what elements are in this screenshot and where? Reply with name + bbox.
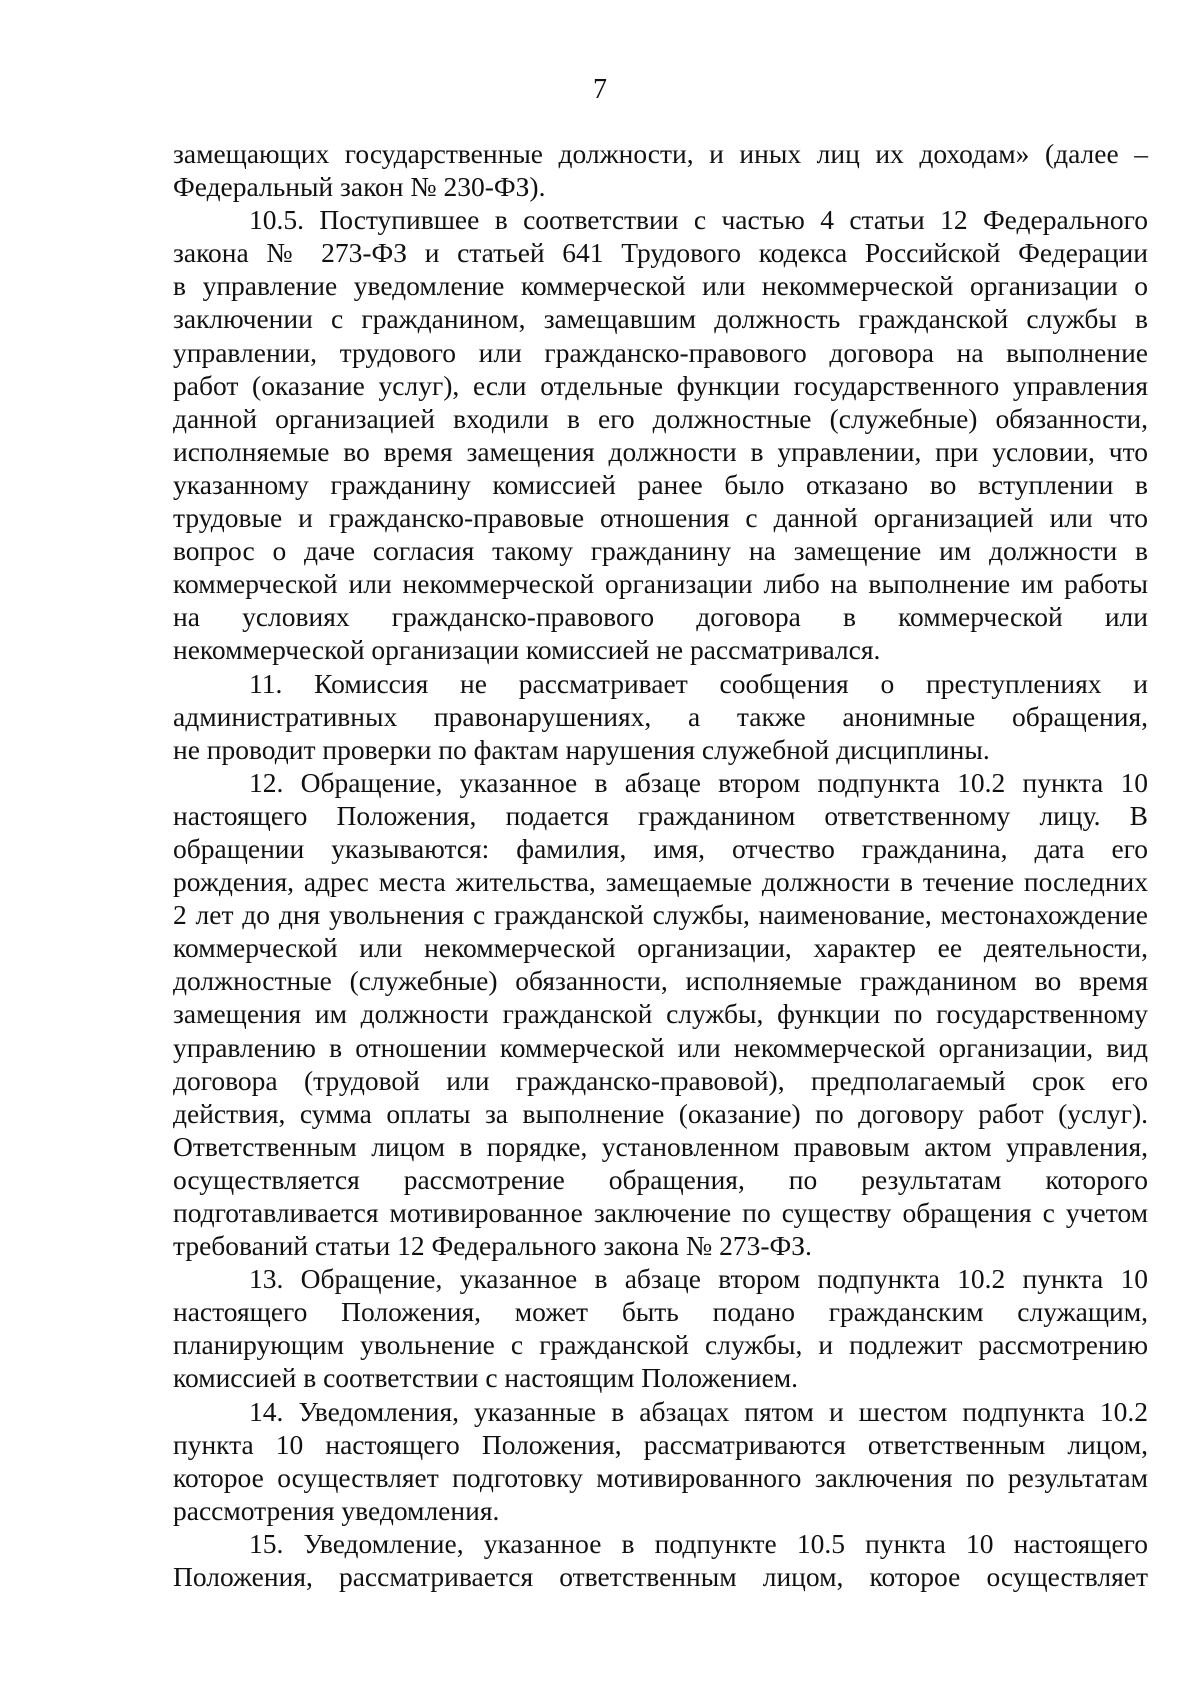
text-line: действия, сумма оплаты за выполнение (оказание) по договору работ (услуг). (173, 1097, 1148, 1129)
text-line: комиссией в соответствии с настоящим Положением. (173, 1362, 799, 1394)
text-line: исполняемые во время замещения должности в управлении, при условии, что (173, 435, 1148, 467)
page-number: 7 (593, 74, 607, 105)
paragraph (173, 137, 1148, 203)
text-line: замещения им должности гражданской службы, функции по государственному (173, 998, 1148, 1030)
document-body (173, 137, 1148, 1593)
text-line: указанному гражданину комиссией ранее было отказано во вступлении в (173, 468, 1148, 500)
text-line: административных правонарушениях, а также анонимные обращения, (173, 700, 1148, 732)
text-line: в управление уведомление коммерческой или некоммерческой организации о (173, 270, 1148, 302)
text-line: трудовые и гражданско-правовые отношения с данной организацией или что (173, 502, 1148, 534)
paragraph-13 (173, 1262, 1148, 1394)
text-line: 11. Комиссия не рассматривает сообщения о преступлениях и (249, 667, 1148, 699)
text-line: на условиях гражданско-правового договора в коммерческой или (173, 601, 1148, 633)
text-line: требований статьи 12 Федерального закона № 273-ФЗ. (173, 1230, 812, 1262)
text-line: коммерческой или некоммерческой организации, характер ее деятельности, (173, 932, 1148, 964)
text-line: рассмотрения уведомления. (173, 1494, 500, 1526)
text-line: настоящего Положения, подается гражданином ответственному лицу. В (173, 799, 1148, 831)
text-line: закона № 273-ФЗ и статьей 641 Трудового кодекса Российской Федерации (173, 237, 1148, 269)
text-line: не проводит проверки по фактам нарушения служебной дисциплины. (173, 733, 990, 765)
text-line: Федеральный закон № 230-ФЗ). (173, 171, 546, 203)
text-line: некоммерческой организации комиссией не рассматривался. (173, 634, 881, 666)
text-line: пункта 10 настоящего Положения, рассматриваются ответственным лицом, (173, 1428, 1148, 1460)
text-line: рождения, адрес места жительства, замещаемые должности в течение последних (173, 866, 1148, 898)
text-line: договора (трудовой или гражданско-правовой), предполагаемый срок его (173, 1064, 1148, 1096)
paragraph-14 (173, 1395, 1148, 1527)
text-line: управлению в отношении коммерческой или некоммерческой организации, вид (173, 1031, 1148, 1063)
text-line: 10.5. Поступившее в соответствии с частью 4 статьи 12 Федерального (249, 204, 1148, 236)
text-line: Положения, рассматривается ответственным лицом, которое осуществляет (173, 1561, 1148, 1593)
text-line: обращении указываются: фамилия, имя, отчество гражданина, дата его (173, 832, 1148, 864)
paragraph-10-5 (173, 203, 1148, 666)
text-line: работ (оказание услуг), если отдельные функции государственного управления (173, 369, 1148, 401)
text-line: которое осуществляет подготовку мотивированного заключения по результатам (173, 1461, 1148, 1493)
paragraph-11 (173, 667, 1148, 766)
paragraph-15 (173, 1527, 1148, 1593)
text-line: коммерческой или некоммерческой организации либо на выполнение им работы (173, 568, 1148, 600)
text-line: управлении, трудового или гражданско-правового договора на выполнение (173, 336, 1148, 368)
text-line: должностные (служебные) обязанности, исполняемые гражданином во время (173, 965, 1148, 997)
text-line: настоящего Положения, может быть подано гражданским служащим, (173, 1296, 1148, 1328)
text-line: Ответственным лицом в порядке, установленном правовым актом управления, (173, 1130, 1148, 1162)
text-line: вопрос о даче согласия такому гражданину на замещение им должности в (173, 535, 1148, 567)
text-line: 15. Уведомление, указанное в подпункте 10.5 пункта 10 настоящего (249, 1527, 1148, 1559)
text-line: планирующим увольнение с гражданской службы, и подлежит рассмотрению (173, 1329, 1148, 1361)
paragraph-12 (173, 766, 1148, 1262)
text-line: 12. Обращение, указанное в абзаце втором подпункта 10.2 пункта 10 (249, 766, 1148, 798)
text-line: осуществляется рассмотрение обращения, по результатам которого (173, 1163, 1148, 1195)
text-line: заключении с гражданином, замещавшим должность гражданской службы в (173, 303, 1148, 335)
text-line: 13. Обращение, указанное в абзаце втором подпункта 10.2 пункта 10 (249, 1263, 1148, 1295)
text-line: подготавливается мотивированное заключение по существу обращения с учетом (173, 1197, 1148, 1228)
text-line: 14. Уведомления, указанные в абзацах пятом и шестом подпункта 10.2 (249, 1395, 1148, 1427)
text-line: данной организацией входили в его должностные (служебные) обязанности, (173, 402, 1148, 434)
text-line: замещающих государственные должности, и иных лиц их доходам» (далее – (173, 138, 1148, 169)
text-line: 2 лет до дня увольнения с гражданской службы, наименование, местонахождение (173, 899, 1148, 931)
